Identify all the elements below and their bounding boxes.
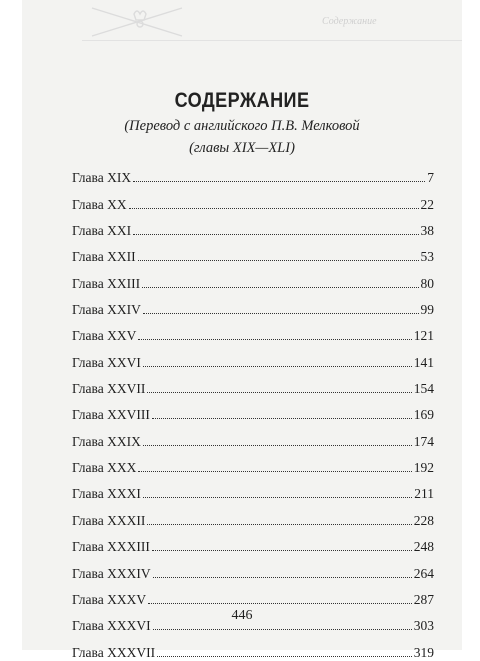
toc-entry	[72, 186, 434, 212]
toc-entry-title: Глава XXV	[72, 328, 137, 344]
toc-entry-title: Глава XXXIV	[72, 565, 151, 581]
toc-entry	[72, 582, 434, 608]
toc-dot-leader	[153, 629, 412, 630]
toc-entry-title: Глава XXIII	[72, 275, 141, 291]
toc-entry-title: Глава XXXV	[72, 591, 147, 607]
toc-dot-leader	[138, 471, 411, 472]
book-page	[22, 0, 462, 660]
page-title: СОДЕРЖАНИЕ	[174, 89, 310, 112]
toc-dot-leader	[147, 392, 411, 393]
toc-entry-page: 169	[413, 407, 434, 423]
toc-dot-leader	[138, 339, 411, 340]
toc-entry-title: Глава XXXII	[72, 512, 146, 528]
toc-entry	[72, 450, 434, 476]
toc-entry-title: Глава XXXVI	[72, 618, 151, 634]
toc-entry	[72, 423, 434, 449]
toc-entry-page: 121	[413, 328, 434, 344]
toc-entry-title: Глава XXX	[72, 460, 137, 476]
toc-entry	[72, 213, 434, 239]
toc-entry-page: 248	[413, 539, 434, 555]
toc-entry-title: Глава XXIV	[72, 302, 141, 318]
toc-dot-leader	[157, 656, 412, 657]
toc-dot-leader	[152, 418, 412, 419]
toc-entry-page: 22	[420, 196, 434, 212]
toc-entry-page: 319	[413, 644, 434, 660]
table-of-contents	[72, 160, 434, 661]
toc-entry-title: Глава XIX	[72, 170, 132, 186]
toc-dot-leader	[153, 577, 412, 578]
toc-entry	[72, 265, 434, 291]
page-number: 446	[231, 608, 253, 623]
toc-entry-page: 211	[414, 486, 434, 502]
toc-entry-page: 303	[413, 618, 434, 634]
header-rule	[82, 40, 462, 41]
toc-entry-title: Глава XXXVII	[72, 644, 156, 660]
toc-entry	[72, 634, 434, 660]
toc-entry-page: 7	[427, 170, 434, 186]
toc-entry-title: Глава XXXIII	[72, 539, 150, 555]
toc-entry	[72, 239, 434, 265]
toc-dot-leader	[148, 603, 412, 604]
toc-entry-title: Глава XX	[72, 196, 127, 212]
toc-dot-leader	[133, 181, 425, 182]
toc-entry-title: Глава XXIX	[72, 433, 141, 449]
toc-entry-page: 154	[413, 381, 434, 397]
toc-entry-title: Глава XXVII	[72, 381, 146, 397]
toc-entry-title: Глава XXI	[72, 223, 132, 239]
toc-entry	[72, 397, 434, 423]
toc-entry-page: 38	[420, 223, 434, 239]
toc-entry-page: 228	[413, 512, 434, 528]
toc-entry-page: 80	[420, 275, 434, 291]
toc-entry-page: 53	[420, 249, 434, 265]
toc-entry	[72, 371, 434, 397]
toc-dot-leader	[152, 550, 412, 551]
toc-entry-page: 141	[413, 354, 434, 370]
toc-entry-title: Глава XXXI	[72, 486, 141, 502]
toc-entry-title: Глава XXII	[72, 249, 136, 265]
toc-entry-page: 192	[413, 460, 434, 476]
toc-entry	[72, 292, 434, 318]
toc-entry-page: 264	[413, 565, 434, 581]
toc-dot-leader	[147, 524, 411, 525]
toc-entry	[72, 344, 434, 370]
toc-entry-page: 174	[413, 433, 434, 449]
toc-entry-page: 99	[420, 302, 434, 318]
toc-entry	[72, 502, 434, 528]
toc-dot-leader	[138, 260, 419, 261]
toc-dot-leader	[133, 234, 418, 235]
translator-credit: (Перевод с английского П.В. Мелковой	[124, 118, 360, 134]
toc-entry-title: Глава XXVIII	[72, 407, 150, 423]
chapter-range: (главы XIX—XLI)	[189, 140, 295, 156]
toc-dot-leader	[143, 445, 412, 446]
toc-entry	[72, 160, 434, 186]
toc-entry-page: 287	[413, 591, 434, 607]
running-head: Содержание	[322, 16, 377, 27]
crossed-swords-ornament-icon	[82, 2, 202, 42]
toc-dot-leader	[129, 208, 419, 209]
toc-entry	[72, 529, 434, 555]
toc-entry-title: Глава XXVI	[72, 354, 141, 370]
toc-dot-leader	[142, 287, 418, 288]
toc-entry	[72, 476, 434, 502]
toc-dot-leader	[143, 366, 412, 367]
toc-entry	[72, 318, 434, 344]
toc-entry	[72, 555, 434, 581]
toc-dot-leader	[143, 497, 412, 498]
toc-dot-leader	[143, 313, 419, 314]
